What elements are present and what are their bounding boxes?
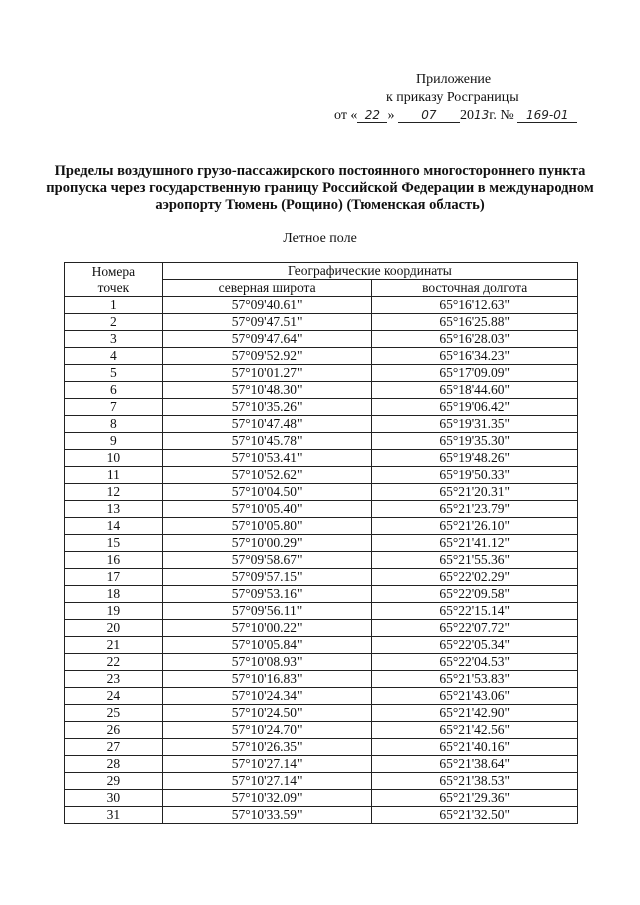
order-month: 07 xyxy=(398,108,460,123)
table-row xyxy=(65,705,578,722)
point-number-cell: 31 xyxy=(65,807,163,824)
point-number-cell: 22 xyxy=(65,654,163,671)
point-number-cell: 9 xyxy=(65,433,163,450)
order-day: 22 xyxy=(357,108,387,123)
latitude-cell: 57°10'05.40" xyxy=(162,501,372,518)
longitude-cell: 65°16'28.03" xyxy=(372,331,578,348)
table-row xyxy=(65,688,578,705)
longitude-cell: 65°16'12.63" xyxy=(372,297,578,314)
table-row xyxy=(65,807,578,824)
latitude-cell: 57°10'33.59" xyxy=(162,807,372,824)
table-row xyxy=(65,450,578,467)
latitude-cell: 57°10'27.14" xyxy=(162,773,372,790)
latitude-cell: 57°10'52.62" xyxy=(162,467,372,484)
point-number-cell: 15 xyxy=(65,535,163,552)
table-row xyxy=(65,297,578,314)
latitude-cell: 57°10'00.22" xyxy=(162,620,372,637)
longitude-cell: 65°21'42.56" xyxy=(372,722,578,739)
longitude-cell: 65°21'41.12" xyxy=(372,535,578,552)
table-row xyxy=(65,552,578,569)
latitude-cell: 57°09'56.11" xyxy=(162,603,372,620)
latitude-cell: 57°10'24.34" xyxy=(162,688,372,705)
longitude-cell: 65°19'31.35" xyxy=(372,416,578,433)
table-row xyxy=(65,722,578,739)
longitude-cell: 65°21'55.36" xyxy=(372,552,578,569)
longitude-cell: 65°21'42.90" xyxy=(372,705,578,722)
table-row xyxy=(65,586,578,603)
longitude-cell: 65°19'06.42" xyxy=(372,399,578,416)
appendix-label: Приложение xyxy=(416,72,492,87)
latitude-cell: 57°10'24.50" xyxy=(162,705,372,722)
point-number-cell: 5 xyxy=(65,365,163,382)
table-row xyxy=(65,654,578,671)
point-number-cell: 20 xyxy=(65,620,163,637)
latitude-cell: 57°09'52.92" xyxy=(162,348,372,365)
point-number-cell: 6 xyxy=(65,382,163,399)
table-row xyxy=(65,637,578,654)
longitude-cell: 65°22'07.72" xyxy=(372,620,578,637)
latitude-cell: 57°09'53.16" xyxy=(162,586,372,603)
table-row xyxy=(65,331,578,348)
header-point-numbers xyxy=(65,263,163,297)
longitude-cell: 65°21'23.79" xyxy=(372,501,578,518)
latitude-cell: 57°10'24.70" xyxy=(162,722,372,739)
latitude-cell: 57°10'32.09" xyxy=(162,790,372,807)
point-number-cell: 29 xyxy=(65,773,163,790)
latitude-cell: 57°10'47.48" xyxy=(162,416,372,433)
point-number-cell: 3 xyxy=(65,331,163,348)
order-date-number xyxy=(334,108,577,124)
point-number-cell: 21 xyxy=(65,637,163,654)
longitude-cell: 65°22'09.58" xyxy=(372,586,578,603)
latitude-cell: 57°09'40.61" xyxy=(162,297,372,314)
date-day-close: » xyxy=(387,108,395,123)
point-number-cell: 18 xyxy=(65,586,163,603)
latitude-cell: 57°10'26.35" xyxy=(162,739,372,756)
point-number-cell: 4 xyxy=(65,348,163,365)
point-number-cell: 26 xyxy=(65,722,163,739)
latitude-cell: 57°10'04.50" xyxy=(162,484,372,501)
table-row xyxy=(65,467,578,484)
year-unit: г. № xyxy=(489,108,514,123)
longitude-cell: 65°21'38.64" xyxy=(372,756,578,773)
point-number-cell: 24 xyxy=(65,688,163,705)
latitude-cell: 57°10'48.30" xyxy=(162,382,372,399)
longitude-cell: 65°19'48.26" xyxy=(372,450,578,467)
longitude-cell: 65°16'25.88" xyxy=(372,314,578,331)
date-prefix: от « xyxy=(334,108,358,123)
longitude-cell: 65°21'26.10" xyxy=(372,518,578,535)
point-number-cell: 19 xyxy=(65,603,163,620)
latitude-cell: 57°10'00.29" xyxy=(162,535,372,552)
longitude-cell: 65°21'53.83" xyxy=(372,671,578,688)
longitude-cell: 65°22'15.14" xyxy=(372,603,578,620)
point-number-cell: 28 xyxy=(65,756,163,773)
latitude-cell: 57°10'05.84" xyxy=(162,637,372,654)
point-number-cell: 23 xyxy=(65,671,163,688)
latitude-cell: 57°09'58.67" xyxy=(162,552,372,569)
table-row xyxy=(65,569,578,586)
order-reference: к приказу Росграницы xyxy=(386,90,519,105)
year-prefix: 20 xyxy=(459,108,474,123)
latitude-cell: 57°09'47.64" xyxy=(162,331,372,348)
latitude-cell: 57°10'08.93" xyxy=(162,654,372,671)
document-title: Пределы воздушного грузо-пассажирского постоянного многостороннего пункта пропуска через государственную границу Российской Федерации в международном аэропорту Тюмень (Рощино) (Тюменская область) xyxy=(46,163,594,213)
table-row xyxy=(65,416,578,433)
longitude-cell: 65°21'20.31" xyxy=(372,484,578,501)
table-row xyxy=(65,501,578,518)
table-row xyxy=(65,603,578,620)
latitude-cell: 57°09'57.15" xyxy=(162,569,372,586)
point-number-cell: 2 xyxy=(65,314,163,331)
table-row xyxy=(65,671,578,688)
longitude-cell: 65°19'50.33" xyxy=(372,467,578,484)
section-subtitle: Летное поле xyxy=(283,231,357,246)
table-row xyxy=(65,739,578,756)
table-row xyxy=(65,518,578,535)
table-row xyxy=(65,790,578,807)
point-number-cell: 16 xyxy=(65,552,163,569)
point-number-cell: 17 xyxy=(65,569,163,586)
table-row xyxy=(65,348,578,365)
coordinates-table xyxy=(64,262,578,824)
header-latitude: северная широта xyxy=(162,280,372,297)
longitude-cell: 65°22'02.29" xyxy=(372,569,578,586)
latitude-cell: 57°10'45.78" xyxy=(162,433,372,450)
longitude-cell: 65°21'40.16" xyxy=(372,739,578,756)
header-geo-coordinates: Географические координаты xyxy=(162,263,577,280)
table-row xyxy=(65,314,578,331)
header-longitude: восточная долгота xyxy=(372,280,578,297)
point-number-cell: 10 xyxy=(65,450,163,467)
table-row xyxy=(65,620,578,637)
point-number-cell: 1 xyxy=(65,297,163,314)
year-suffix: 13 xyxy=(473,108,490,122)
longitude-cell: 65°22'05.34" xyxy=(372,637,578,654)
point-number-cell: 25 xyxy=(65,705,163,722)
longitude-cell: 65°21'43.06" xyxy=(372,688,578,705)
table-row xyxy=(65,773,578,790)
point-number-cell: 12 xyxy=(65,484,163,501)
header-point-numbers-line2: точек xyxy=(97,279,130,295)
longitude-cell: 65°18'44.60" xyxy=(372,382,578,399)
latitude-cell: 57°09'47.51" xyxy=(162,314,372,331)
table-row xyxy=(65,756,578,773)
point-number-cell: 30 xyxy=(65,790,163,807)
order-number: 169-01 xyxy=(517,108,577,123)
longitude-cell: 65°21'38.53" xyxy=(372,773,578,790)
latitude-cell: 57°10'35.26" xyxy=(162,399,372,416)
longitude-cell: 65°21'32.50" xyxy=(372,807,578,824)
point-number-cell: 7 xyxy=(65,399,163,416)
table-row xyxy=(65,399,578,416)
point-number-cell: 27 xyxy=(65,739,163,756)
header-point-numbers-line1: Номера xyxy=(91,263,136,279)
table-row xyxy=(65,433,578,450)
latitude-cell: 57°10'01.27" xyxy=(162,365,372,382)
table-row xyxy=(65,484,578,501)
point-number-cell: 8 xyxy=(65,416,163,433)
point-number-cell: 11 xyxy=(65,467,163,484)
table-row xyxy=(65,535,578,552)
point-number-cell: 14 xyxy=(65,518,163,535)
appendix-block xyxy=(0,72,640,132)
point-number-cell: 13 xyxy=(65,501,163,518)
latitude-cell: 57°10'53.41" xyxy=(162,450,372,467)
longitude-cell: 65°19'35.30" xyxy=(372,433,578,450)
longitude-cell: 65°22'04.53" xyxy=(372,654,578,671)
longitude-cell: 65°21'29.36" xyxy=(372,790,578,807)
longitude-cell: 65°16'34.23" xyxy=(372,348,578,365)
latitude-cell: 57°10'05.80" xyxy=(162,518,372,535)
longitude-cell: 65°17'09.09" xyxy=(372,365,578,382)
latitude-cell: 57°10'16.83" xyxy=(162,671,372,688)
table-row xyxy=(65,365,578,382)
latitude-cell: 57°10'27.14" xyxy=(162,756,372,773)
table-row xyxy=(65,382,578,399)
